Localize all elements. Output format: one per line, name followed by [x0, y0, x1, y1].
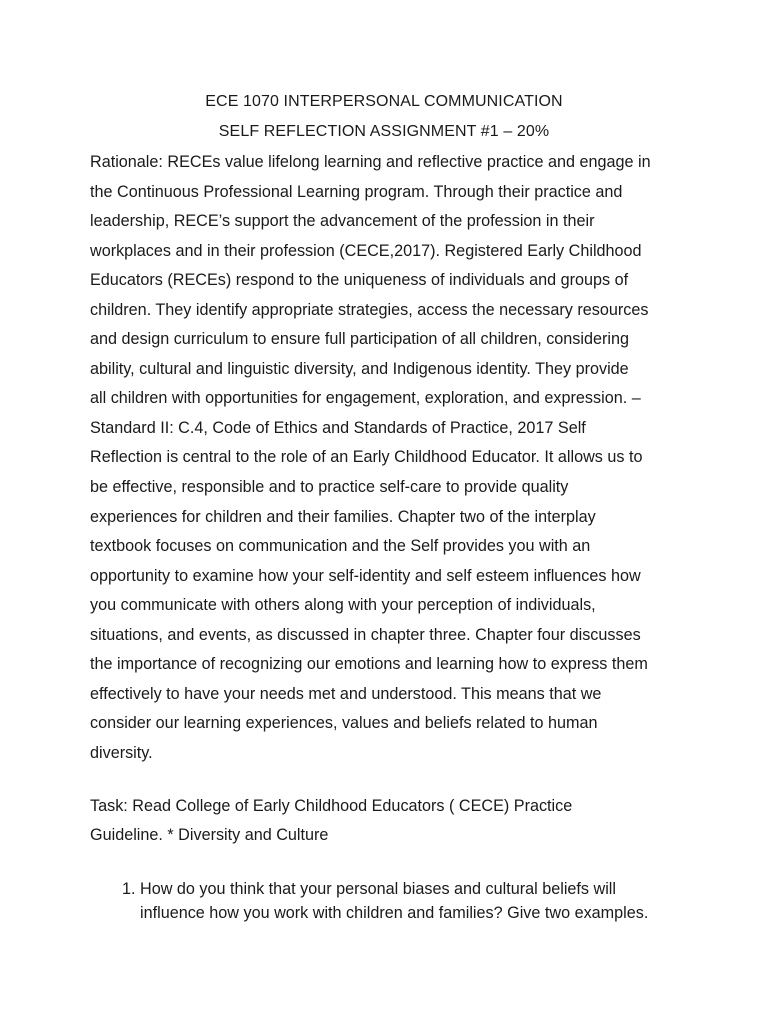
rationale-line: diversity.: [90, 744, 153, 762]
rationale-line: workplaces and in their profession (CECE,2017). Registered Early Childhood: [90, 242, 642, 260]
rationale-line: effectively to have your needs met and understood. This means that we: [90, 685, 602, 703]
rationale-line: all children with opportunities for engagement, exploration, and expression. –: [90, 389, 641, 407]
rationale-line: be effective, responsible and to practice self-care to provide quality: [90, 478, 569, 496]
task-line: Guideline. * Diversity and Culture: [90, 826, 329, 844]
rationale-line: consider our learning experiences, values and beliefs related to human: [90, 714, 598, 732]
document-subtitle: SELF REFLECTION ASSIGNMENT #1 – 20%: [218, 123, 550, 140]
rationale-line: Standard II: C.4, Code of Ethics and Standards of Practice, 2017 Self: [90, 419, 586, 437]
rationale-line: situations, and events, as discussed in chapter three. Chapter four discusses: [90, 626, 641, 644]
rationale-line: children. They identify appropriate strategies, access the necessary resources: [90, 301, 649, 319]
rationale-line: opportunity to examine how your self-identity and self esteem influences how: [90, 567, 641, 585]
rationale-line: Rationale: RECEs value lifelong learning and reflective practice and engage in: [90, 153, 651, 171]
rationale-line: experiences for children and their families. Chapter two of the interplay: [90, 508, 596, 526]
question-1-continuation: influence how you work with children and families? Give two examples.: [140, 904, 649, 922]
rationale-line: ability, cultural and linguistic diversity, and Indigenous identity. They provide: [90, 360, 629, 378]
document-title: ECE 1070 INTERPERSONAL COMMUNICATION: [205, 93, 563, 110]
rationale-line: and design curriculum to ensure full participation of all children, considering: [90, 330, 629, 348]
rationale-line: the importance of recognizing our emotions and learning how to express them: [90, 655, 648, 673]
rationale-line: leadership, RECE’s support the advancement of the profession in their: [90, 212, 595, 230]
rationale-line: Educators (RECEs) respond to the uniqueness of individuals and groups of: [90, 271, 629, 289]
rationale-line: you communicate with others along with your perception of individuals,: [90, 596, 596, 614]
rationale-line: Reflection is central to the role of an Early Childhood Educator. It allows us to: [90, 448, 643, 466]
question-1: 1. How do you think that your personal biases and cultural beliefs will: [122, 880, 616, 898]
rationale-line: textbook focuses on communication and the Self provides you with an: [90, 537, 591, 555]
rationale-line: the Continuous Professional Learning program. Through their practice and: [90, 183, 623, 201]
task-line: Task: Read College of Early Childhood Educators ( CECE) Practice: [90, 797, 573, 815]
